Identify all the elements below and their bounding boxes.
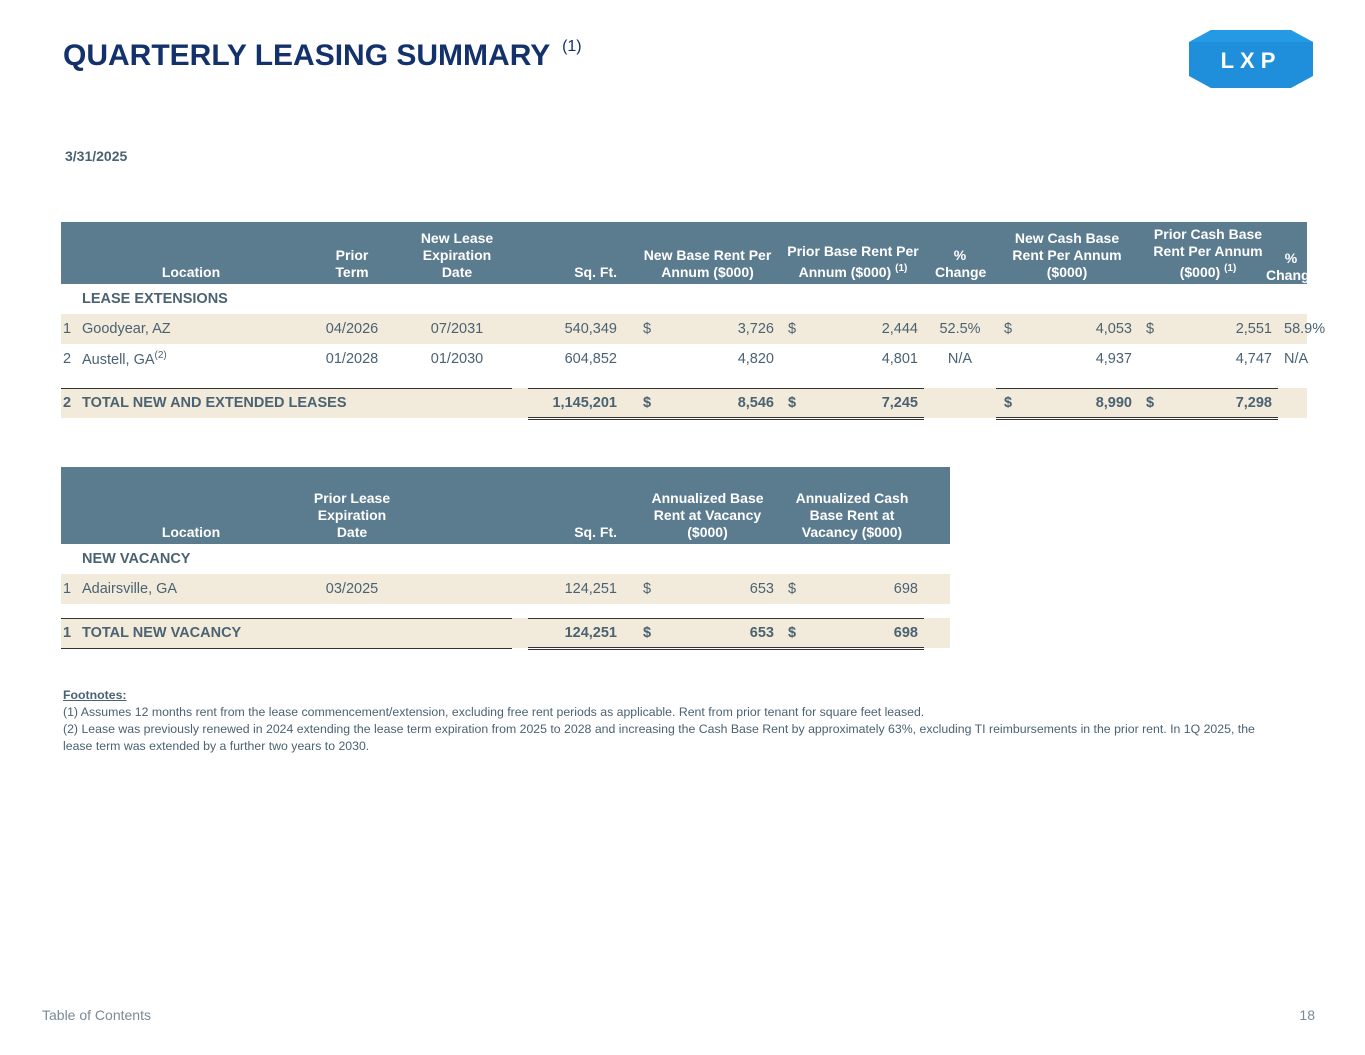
currency-symbol: $ bbox=[780, 574, 810, 604]
currency-symbol bbox=[996, 344, 1026, 374]
currency-symbol: $ bbox=[780, 618, 810, 648]
total-number: 2 bbox=[61, 388, 80, 418]
page-number: 18 bbox=[1299, 1007, 1315, 1023]
table-header-row bbox=[61, 467, 950, 544]
row-prior-term: 04/2026 bbox=[302, 314, 402, 344]
currency-symbol: $ bbox=[1138, 314, 1168, 344]
total-annualized-cash-rent: 698 bbox=[810, 618, 924, 648]
col-annualized-base-rent: Annualized Base Rent at Vacancy ($000) bbox=[635, 467, 780, 544]
title-footnote-ref: (1) bbox=[562, 38, 582, 55]
currency-symbol: $ bbox=[635, 574, 665, 604]
table-row bbox=[61, 344, 1307, 374]
col-prior-base-rent: Prior Base Rent Per Annum ($000) $^{(1)}$ bbox=[780, 222, 924, 284]
footnote-2: (2) Lease was previously renewed in 2024 extending the lease term expiration from 2025 to 2028 and increasing the Cash Base Rent by approximately 63%, excluding TI reimbursements in the prior rent. In 1Q 2025, the lease term was extended by a further two years to 2030. bbox=[63, 722, 1255, 753]
table-row bbox=[61, 574, 950, 604]
currency-symbol: $ bbox=[780, 314, 810, 344]
table-row bbox=[61, 314, 1307, 344]
section-label: LEASE EXTENSIONS bbox=[82, 291, 228, 307]
lease-extensions-table bbox=[61, 222, 1326, 420]
row-new-expiration: 07/2031 bbox=[402, 314, 512, 344]
lxp-logo bbox=[1189, 30, 1313, 88]
table-header-row bbox=[61, 222, 1307, 284]
row-number: 2 bbox=[63, 351, 72, 367]
total-annualized-base-rent: 653 bbox=[665, 618, 780, 648]
col-location: Location bbox=[80, 467, 302, 544]
row-pct-change-cash: 58.9% bbox=[1278, 314, 1307, 344]
section-label: NEW VACANCY bbox=[82, 551, 191, 567]
total-label: TOTAL NEW VACANCY bbox=[80, 618, 512, 648]
row-sqft: 540,349 bbox=[528, 314, 623, 344]
col-location: Location bbox=[80, 222, 302, 284]
currency-symbol: $ bbox=[996, 314, 1026, 344]
total-sqft: 124,251 bbox=[528, 618, 623, 648]
col-sqft: Sq. Ft. bbox=[528, 222, 623, 284]
row-new-rent: 4,820 bbox=[737, 351, 774, 367]
row-prior-rent: 4,801 bbox=[881, 351, 918, 367]
total-row bbox=[61, 388, 1307, 418]
row-prior-rent: 2,444 bbox=[810, 314, 924, 344]
total-prior-rent: 7,245 bbox=[810, 388, 924, 418]
row-location: Austell, GA$^{(2)}$ bbox=[82, 350, 167, 368]
col-pct-change-cash: % Change bbox=[1278, 222, 1307, 284]
section-row bbox=[61, 284, 1307, 314]
prior-cash-footnote-ref: (1) bbox=[1224, 263, 1237, 274]
total-sqft: 1,145,201 bbox=[528, 388, 623, 418]
total-number: 1 bbox=[61, 618, 80, 648]
row-new-cash: 4,053 bbox=[1026, 314, 1138, 344]
col-new-cash-rent: New Cash Base Rent Per Annum ($000) bbox=[996, 222, 1138, 284]
currency-symbol: $ bbox=[635, 618, 665, 648]
col-prior-expiration: Prior Lease Expiration Date bbox=[302, 467, 402, 544]
footnote-1: (1) Assumes 12 months rent from the lease commencement/extension, excluding free rent periods as applicable. Rent from prior tenant for square feet leased. bbox=[63, 705, 925, 719]
total-prior-cash: 7,298 bbox=[1168, 388, 1278, 418]
spacer-row bbox=[61, 374, 1307, 388]
footnotes-heading: Footnotes: bbox=[63, 688, 127, 702]
row-annualized-base-rent: 653 bbox=[665, 574, 780, 604]
spacer-row bbox=[61, 604, 950, 618]
row-annualized-cash-rent: 698 bbox=[810, 574, 924, 604]
col-pct-change: % Change bbox=[924, 222, 996, 284]
page-title bbox=[63, 38, 582, 73]
currency-symbol: $ bbox=[996, 388, 1026, 418]
total-label: TOTAL NEW AND EXTENDED LEASES bbox=[80, 388, 512, 418]
currency-symbol: $ bbox=[1138, 388, 1168, 418]
logo-text: LXP bbox=[1220, 48, 1282, 73]
row-prior-cash: 2,551 bbox=[1168, 314, 1278, 344]
row-prior-term: 01/2028 bbox=[325, 351, 379, 367]
col-prior-term: Prior Term bbox=[302, 222, 402, 284]
table-of-contents-link[interactable]: Table of Contents bbox=[42, 1007, 151, 1023]
currency-symbol bbox=[635, 344, 665, 374]
row-location: Goodyear, AZ bbox=[80, 314, 302, 344]
row-new-cash: 4,937 bbox=[1095, 351, 1132, 367]
section-row bbox=[61, 544, 950, 574]
currency-symbol: $ bbox=[635, 388, 665, 418]
col-sqft: Sq. Ft. bbox=[528, 467, 623, 544]
row-prior-expiration: 03/2025 bbox=[302, 574, 402, 604]
currency-symbol bbox=[780, 344, 810, 374]
total-new-rent: 8,546 bbox=[665, 388, 780, 418]
row-prior-cash: 4,747 bbox=[1235, 351, 1272, 367]
currency-symbol: $ bbox=[780, 388, 810, 418]
row-number: 1 bbox=[61, 314, 80, 344]
row-footnote-ref: (2) bbox=[154, 350, 167, 361]
row-number: 1 bbox=[61, 574, 80, 604]
row-pct-change: N/A bbox=[947, 351, 973, 367]
prior-rent-footnote-ref: (1) bbox=[895, 263, 908, 274]
logo-hexagon-icon bbox=[1189, 30, 1313, 88]
row-pct-change: 52.5% bbox=[924, 314, 996, 344]
page-title-text: QUARTERLY LEASING SUMMARY bbox=[63, 39, 550, 72]
as-of-date: 3/31/2025 bbox=[65, 148, 128, 164]
col-annualized-cash-rent: Annualized Cash Base Rent at Vacancy ($000) bbox=[780, 467, 924, 544]
total-new-cash: 8,990 bbox=[1026, 388, 1138, 418]
row-sqft: 124,251 bbox=[528, 574, 623, 604]
row-new-rent: 3,726 bbox=[665, 314, 780, 344]
new-vacancy-table bbox=[61, 467, 950, 650]
currency-symbol: $ bbox=[635, 314, 665, 344]
row-sqft: 604,852 bbox=[564, 351, 617, 367]
currency-symbol bbox=[1138, 344, 1168, 374]
row-location: Adairsville, GA bbox=[80, 574, 302, 604]
total-row bbox=[61, 618, 950, 648]
col-new-base-rent: New Base Rent Per Annum ($000) bbox=[635, 222, 780, 284]
row-new-expiration: 01/2030 bbox=[430, 351, 484, 367]
footnotes bbox=[63, 687, 1283, 755]
row-pct-change-cash: N/A bbox=[1284, 351, 1309, 367]
col-prior-cash-rent: Prior Cash Base Rent Per Annum ($000) $^{(1)}$ bbox=[1138, 222, 1278, 284]
col-new-expiration: New Lease Expiration Date bbox=[402, 222, 512, 284]
